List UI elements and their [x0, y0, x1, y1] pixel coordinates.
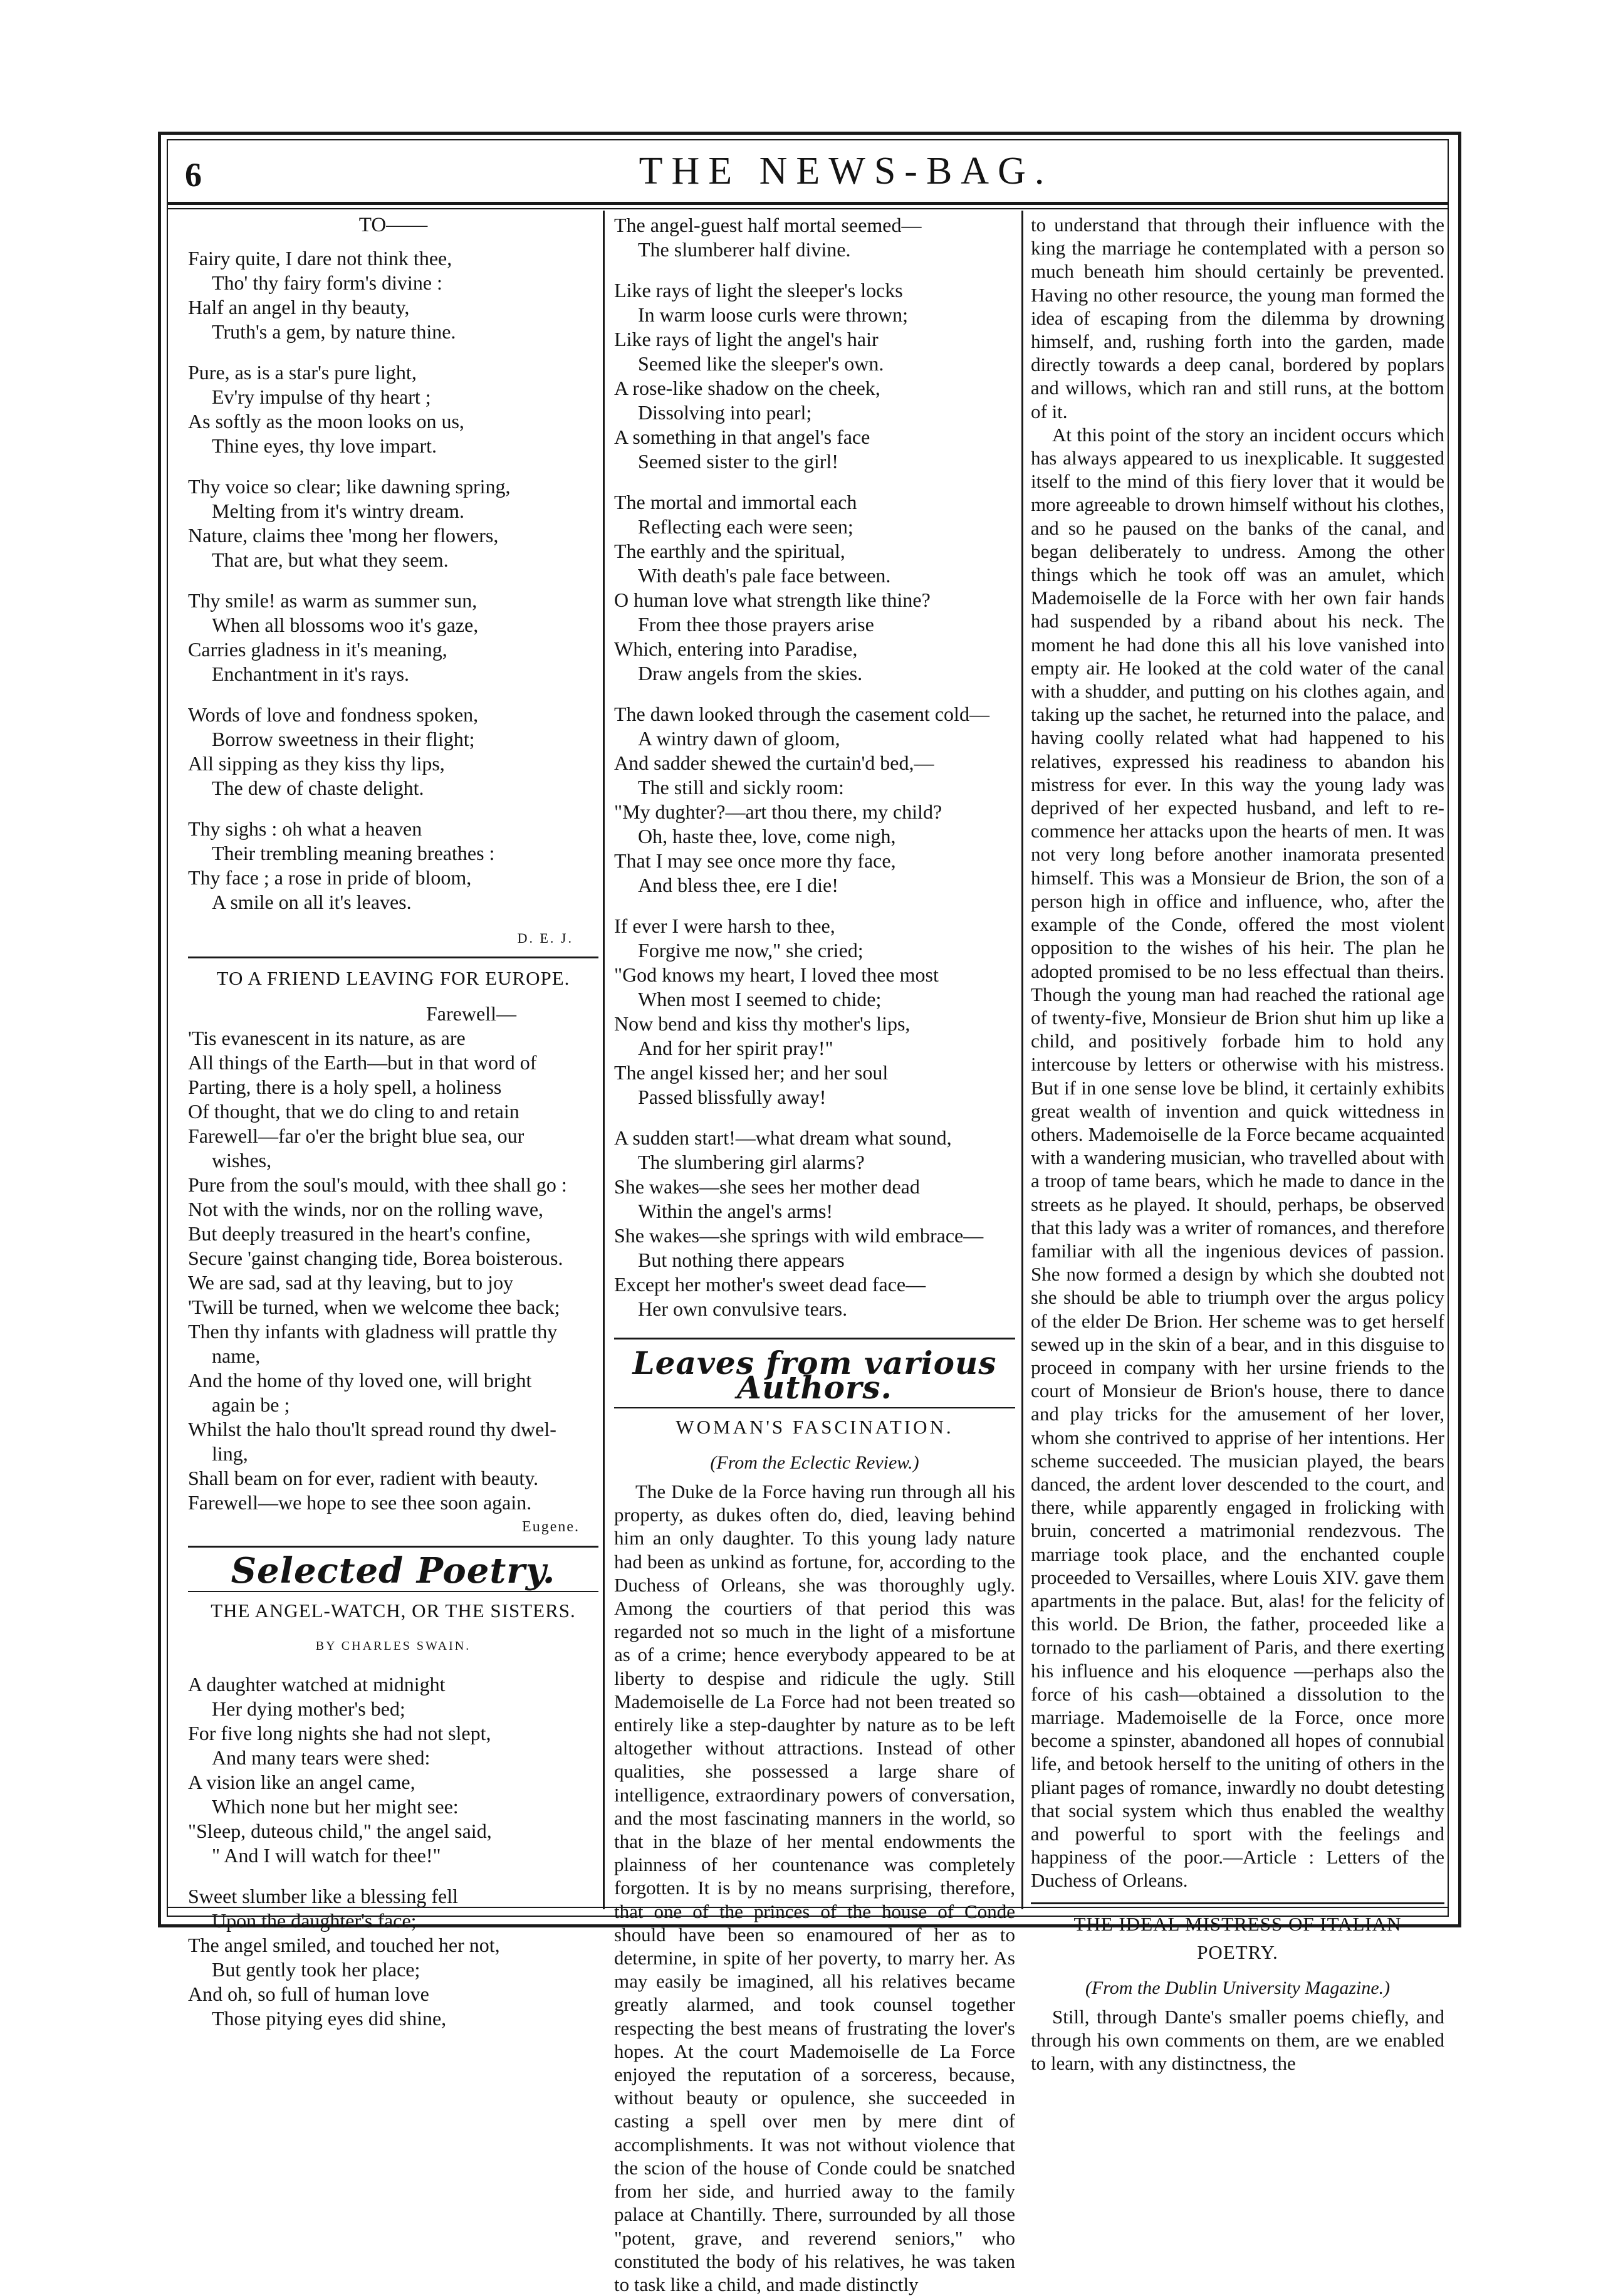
poem-line: All things of the Earth—but in that word of [188, 1051, 537, 1074]
poem-title-friend-leaving: TO A FRIEND LEAVING FOR EUROPE. [216, 967, 570, 989]
poem-line: Farewell—we hope to see thee soon again. [188, 1491, 532, 1514]
poem-byline: BY CHARLES SWAIN. [315, 1639, 471, 1653]
poem-line: From thee those prayers arise [638, 613, 874, 636]
stanza [188, 589, 598, 686]
poem-line: Shall beam on for ever, radient with beauty. [188, 1467, 539, 1489]
poem-line: " And I will watch for thee!" [212, 1844, 441, 1867]
poem-line: Thy face ; a rose in pride of bloom, [188, 866, 472, 889]
masthead-title: THE NEWS-BAG. [639, 150, 1053, 192]
poem-line: Then thy infants with gladness will prattle thy [188, 1320, 558, 1343]
poem-line: Passed blissfully away! [638, 1086, 827, 1108]
stanza [188, 1672, 598, 1868]
poem-line: Which none but her might see: [212, 1795, 459, 1818]
poem-line: Her dying mother's bed; [212, 1697, 405, 1720]
poem-line: We are sad, sad at thy leaving, but to joy [188, 1271, 514, 1294]
poem-line: She wakes—she sees her mother dead [614, 1175, 920, 1198]
poem-line: And many tears were shed: [212, 1746, 431, 1769]
stanza [614, 213, 1015, 262]
poem-friend-leaving [188, 1026, 598, 1515]
poem-line: Truth's a gem, by nature thine. [212, 320, 456, 343]
poem-line: When most I seemed to chide; [638, 988, 882, 1010]
poem-line: The dawn looked through the casement cold— [614, 703, 989, 725]
poem-signature: D. E. J. [517, 930, 573, 946]
poem-title-to: TO—— [358, 214, 428, 236]
poem-line: A rose-like shadow on the cheek, [614, 377, 880, 399]
poem-line: Half an angel in thy beauty, [188, 296, 410, 318]
stanza [188, 1884, 598, 2031]
poem-line: The earthly and the spiritual, [614, 540, 845, 562]
section-divider [188, 957, 598, 958]
poem-first-line: Farewell— [426, 1002, 516, 1025]
header-rule-thin [167, 208, 1448, 209]
poem-line: She wakes—she springs with wild embrace— [614, 1224, 984, 1247]
poem-line: 'Twill be turned, when we welcome thee back; [188, 1296, 560, 1318]
stanza [614, 914, 1015, 1109]
poem-line: Forgive me now," she cried; [638, 939, 864, 962]
poem-line: Seemed sister to the girl! [638, 450, 838, 473]
poem-line: Pure, as is a star's pure light, [188, 361, 417, 384]
poem-line: And the home of thy loved one, will bright [188, 1369, 532, 1392]
poem-line: A daughter watched at midnight [188, 1673, 446, 1696]
poem-line: Borrow sweetness in their flight; [212, 728, 475, 750]
poem-line: Now bend and kiss thy mother's lips, [614, 1012, 911, 1035]
poem-line: That are, but what they seem. [212, 548, 449, 571]
poem-line: When all blossoms woo it's gaze, [212, 614, 479, 636]
column-middle [614, 213, 1015, 2296]
poem-line: If ever I were harsh to thee, [614, 915, 835, 937]
poem-line: For five long nights she had not slept, [188, 1722, 491, 1744]
poem-line: ling, [212, 1442, 248, 1465]
poem-line: A vision like an angel came, [188, 1771, 415, 1793]
poem-line: "My dughter?—art thou there, my child? [614, 800, 942, 823]
poem-line: Like rays of light the sleeper's locks [614, 279, 903, 301]
column-rule-right [1021, 211, 1023, 1909]
poem-angel-watch [188, 1672, 598, 2031]
article-paragraph: to understand that through their influence with the king the marriage he contemplated with a person so much beneath him should certainly be prevented. Having no other resource, the young man formed the idea of escaping from the dilemma by drowning himself, and, rushing forth into the garden, made directly towards a deep canal, bordered by poplars and willows, which ran and still runs, at the bottom of it. [1031, 214, 1444, 422]
poem-line: Dissolving into pearl; [638, 401, 812, 424]
poem-line: Fairy quite, I dare not think thee, [188, 247, 452, 270]
poem-line: A sudden start!—what dream what sound, [614, 1126, 952, 1149]
section-heading-selected-poetry: Selected Poetry. [231, 1550, 556, 1591]
poem-line: again be ; [212, 1393, 290, 1416]
poem-line: Within the angel's arms! [638, 1200, 833, 1222]
poem-line: Like rays of light the angel's hair [614, 328, 879, 350]
poem-line: Her own convulsive tears. [638, 1297, 848, 1320]
column-rule-left [603, 211, 605, 1909]
poem-line: Upon the daughter's face; [212, 1909, 417, 1932]
article-title-ideal-mistress: THE IDEAL MISTRESS OF ITALIAN [1073, 1912, 1402, 1935]
poem-line: The angel smiled, and touched her not, [188, 1934, 500, 1956]
poem-line: The angel-guest half mortal seemed— [614, 214, 922, 236]
poem-line: Oh, haste thee, love, come nigh, [638, 825, 896, 847]
poem-line: The angel kissed her; and her soul [614, 1061, 889, 1084]
stanza [614, 702, 1015, 898]
article-source: (From the Eclectic Review.) [710, 1452, 919, 1473]
section-divider [614, 1407, 1015, 1408]
poem-line: With death's pale face between. [638, 564, 891, 587]
poem-line: The slumbering girl alarms? [638, 1151, 865, 1173]
poem-line: Melting from it's wintry dream. [212, 500, 465, 522]
poem-line: All sipping as they kiss thy lips, [188, 752, 445, 775]
poem-line: "God knows my heart, I loved thee most [614, 963, 939, 986]
poem-line: The mortal and immortal each [614, 491, 857, 513]
poem-line: Words of love and fondness spoken, [188, 703, 479, 726]
poem-line: In warm loose curls were thrown; [638, 303, 908, 326]
poem-line: But nothing there appears [638, 1249, 845, 1271]
section-heading-leaves: Leaves from various Authors. [632, 1345, 997, 1406]
article-paragraph: The Duke de la Force having run through all his property, as dukes often do, died, leaving behind him an only daughter. To this young lady nature had been as unkind as fortune, for, according to the Duchess of Orleans, she was thoroughly ugly. Among the courtiers of that period this was regarded not so much in the light of a misfortune as of a crime; hence everybody appeared to be at liberty to despise and ridicule the ugly. Still Mademoiselle de La Force had not been treated so entirely like a step-daughter by nature as to be left altogether without attractions. Instead of other qualities, she possessed a large share of intelligence, extraordinary powers of conversation, and the most fascinating manners in the world, so that in the blaze of her mental endowments the plainness of her countenance was completely forgotten. It is by no means surprising, therefore, that one of the princes of the house of Conde should have been so enamoured of her as to determine, in spite of her poverty, to marry her. As may easily be imagined, all his relatives became greatly alarmed, and took counsel together respecting the best means of frustrating the lover's hopes. At the court Mademoiselle de La Force enjoyed the reputation of a sorceress, because, without beauty or opulence, she succeeded in casting a spell over men by mere dint of accomplishments. It was not without violence that the scion of the house of Conde could be snatched from her side, and hurried away to the family palace at Chantilly. There, surrounded by all those "potent, grave, and reverend seniors," who constituted the body of his relatives, he was taken to task like a child, and made distinctly [614, 1481, 1015, 2295]
stanza [188, 817, 598, 915]
poem-line: O human love what strength like thine? [614, 589, 931, 611]
section-divider [188, 1546, 598, 1548]
stanza [188, 246, 598, 344]
stanza [188, 360, 598, 458]
poem-line: And sadder shewed the curtain'd bed,— [614, 752, 934, 774]
stanza [188, 703, 598, 800]
poem-line: And bless thee, ere I die! [638, 874, 838, 896]
poem-line: Parting, there is a holy spell, a holiness [188, 1076, 502, 1098]
poem-line: Those pitying eyes did shine, [212, 2007, 447, 2030]
poem-line: Of thought, that we do cling to and retain [188, 1100, 519, 1123]
poem-line: Thy smile! as warm as summer sun, [188, 589, 478, 612]
poem-line: Thine eyes, thy love impart. [212, 434, 437, 457]
stanza [614, 278, 1015, 474]
poem-line: Carries gladness in it's meaning, [188, 638, 447, 661]
poem-line: The still and sickly room: [638, 776, 844, 799]
poem-line: Draw angels from the skies. [638, 662, 863, 684]
poem-line: wishes, [212, 1149, 272, 1172]
section-divider [1031, 1902, 1444, 1904]
poem-line: 'Tis evanescent in its nature, as are [188, 1027, 466, 1049]
poem-line: Thy voice so clear; like dawning spring, [188, 475, 511, 498]
poem-line: Whilst the halo thou'lt spread round thy dwel- [188, 1418, 556, 1440]
poem-title-angel-watch: THE ANGEL-WATCH, OR THE SISTERS. [211, 1600, 576, 1622]
poem-line: Farewell—far o'er the bright blue sea, our [188, 1124, 524, 1147]
poem-line: But deeply treasured in the heart's confine, [188, 1222, 531, 1245]
poem-to [188, 246, 598, 915]
poem-line: And oh, so full of human love [188, 1983, 429, 2005]
section-divider [614, 1338, 1015, 1339]
poem-line: Reflecting each were seen; [638, 515, 853, 538]
poem-line: Ev'ry impulse of thy heart ; [212, 385, 431, 408]
poem-line: A wintry dawn of gloom, [638, 727, 840, 750]
article-source: (From the Dublin University Magazine.) [1085, 1977, 1391, 1998]
column-right [1031, 213, 1444, 2075]
poem-line: Which, entering into Paradise, [614, 637, 858, 660]
poem-line: Tho' thy fairy form's divine : [212, 271, 442, 294]
poem-line: Seemed like the sleeper's own. [638, 352, 884, 375]
poem-line: The slumberer half divine. [638, 238, 851, 261]
poem-line: Not with the winds, nor on the rolling wave, [188, 1198, 544, 1220]
stanza [614, 1126, 1015, 1321]
poem-line: Except her mother's sweet dead face— [614, 1273, 926, 1296]
article-title-womans-fascination: WOMAN'S FASCINATION. [676, 1416, 954, 1438]
stanza [614, 490, 1015, 686]
poem-line: But gently took her place; [212, 1958, 420, 1981]
article-paragraph: At this point of the story an incident occurs which has always appeared to us inexplicable. It suggested itself to the mind of this fiery lover that it would be more agreeable to drown himself without his clothes, and so he paused on the banks of the canal, and began deliberately to undress. Among the other things which he took off was an amulet, which Mademoiselle de la Force with her own fair hands had suspended by a riband about his neck. The moment he had done this all his love vanished into empty air. He looked at the cold water of the canal with a shudder, and putting on his clothes again, and taking up the sachet, he returned into the palace, and having coolly related what had happened to his relatives, expressed his readiness to abandon his mistress for ever. In this way the young lady was deprived of her expected husband, and left to re-commence her attacks upon the hearts of men. It was not very long before another inamorata presented himself. This was a Monsieur de Brion, the son of a person high in office and influence, who, after the example of the Conde, offered the most violent opposition to the wishes of his heir. The plan he adopted promised to be no less effectual than theirs. Though the young man had reached the rational age of twenty-five, Monsieur de Brion shut him up like a child, and positively forbade him to hold any intercouse by letters or otherwise with his mistress. But if in one sense love be blind, it certainly exhibits great wealth of invention and quick wittedness in others. Mademoiselle de la Force became acquainted with a wandering musician, who travelled about with a troop of tame bears, which he made to dance in the streets as he played. It should, perhaps, be observed that this lady was a writer of romances, and therefore familiar with all the ingenious devices of passion. She now formed a design by which she doubted not she should be able to triumph over the argus policy of the elder De Brion. Her scheme was to get herself sewed up in the skin of a bear, and in this disguise to proceed in company with her ursine friends to the court of Monsieur de Brion's house, there to dance and play tricks for the amusement of her lover, whom she contrived to apprise of her intentions. Her scheme succeeded. The musician played, the bears danced, the ardent lover descended to the court, and there, while apparently engaged in frolicking with bruin, concerted a matrimonial rendezvous. The marriage took place, and the enchanted couple proceeded to Versailles, where Louis XIV. gave them apartments in the palace. But, alas! for the felicity of this world. De Brion, the father, proceeded like a tornado to the parliament of Paris, and there exerting his influence and his eloquence —perhaps also the force of his cash—obtained a dissolution to the marriage. Mademoiselle de la Force, once more become a spinster, abandoned all hopes of connubial life, and betook herself to the uniting of others in the pliant pages of romance, inwardly no doubt detesting that social system which thus enabled the wealthy and powerful to sport with the feelings and happiness of the poor.—Article : Letters of the Duchess of Orleans. [1031, 423, 1444, 1892]
article-paragraph: Still, through Dante's smaller poems chiefly, and through his own comments on them, are we enabled to learn, with any distinctness, the [1031, 2005, 1444, 2075]
poem-line: Secure 'gainst changing tide, Borea boisterous. [188, 1247, 563, 1269]
poem-line: A smile on all it's leaves. [212, 891, 412, 913]
column-left [188, 213, 598, 2047]
poem-line: Thy sighs : oh what a heaven [188, 817, 422, 840]
article-title-ideal-mistress-line2: POETRY. [1197, 1941, 1278, 1963]
poem-line: Pure from the soul's mould, with thee shall go : [188, 1173, 567, 1196]
poem-line: Their trembling meaning breathes : [212, 842, 495, 864]
poem-line: name, [212, 1345, 261, 1367]
poem-line: A something in that angel's face [614, 426, 870, 448]
header-rule [167, 202, 1448, 205]
poem-signature-eugene: Eugene. [522, 1519, 580, 1535]
poem-line: Enchantment in it's rays. [212, 663, 410, 685]
poem-line: "Sleep, duteous child," the angel said, [188, 1820, 492, 1842]
page-number: 6 [185, 156, 202, 194]
stanza [188, 474, 598, 572]
poem-line: And for her spirit pray!" [638, 1037, 833, 1059]
poem-line: Sweet slumber like a blessing fell [188, 1885, 459, 1907]
poem-line: The dew of chaste delight. [212, 777, 424, 799]
poem-line: As softly as the moon looks on us, [188, 410, 464, 432]
poem-angel-watch-continued [614, 213, 1015, 1321]
poem-line: That I may see once more thy face, [614, 849, 896, 872]
poem-line: Nature, claims thee 'mong her flowers, [188, 524, 499, 547]
